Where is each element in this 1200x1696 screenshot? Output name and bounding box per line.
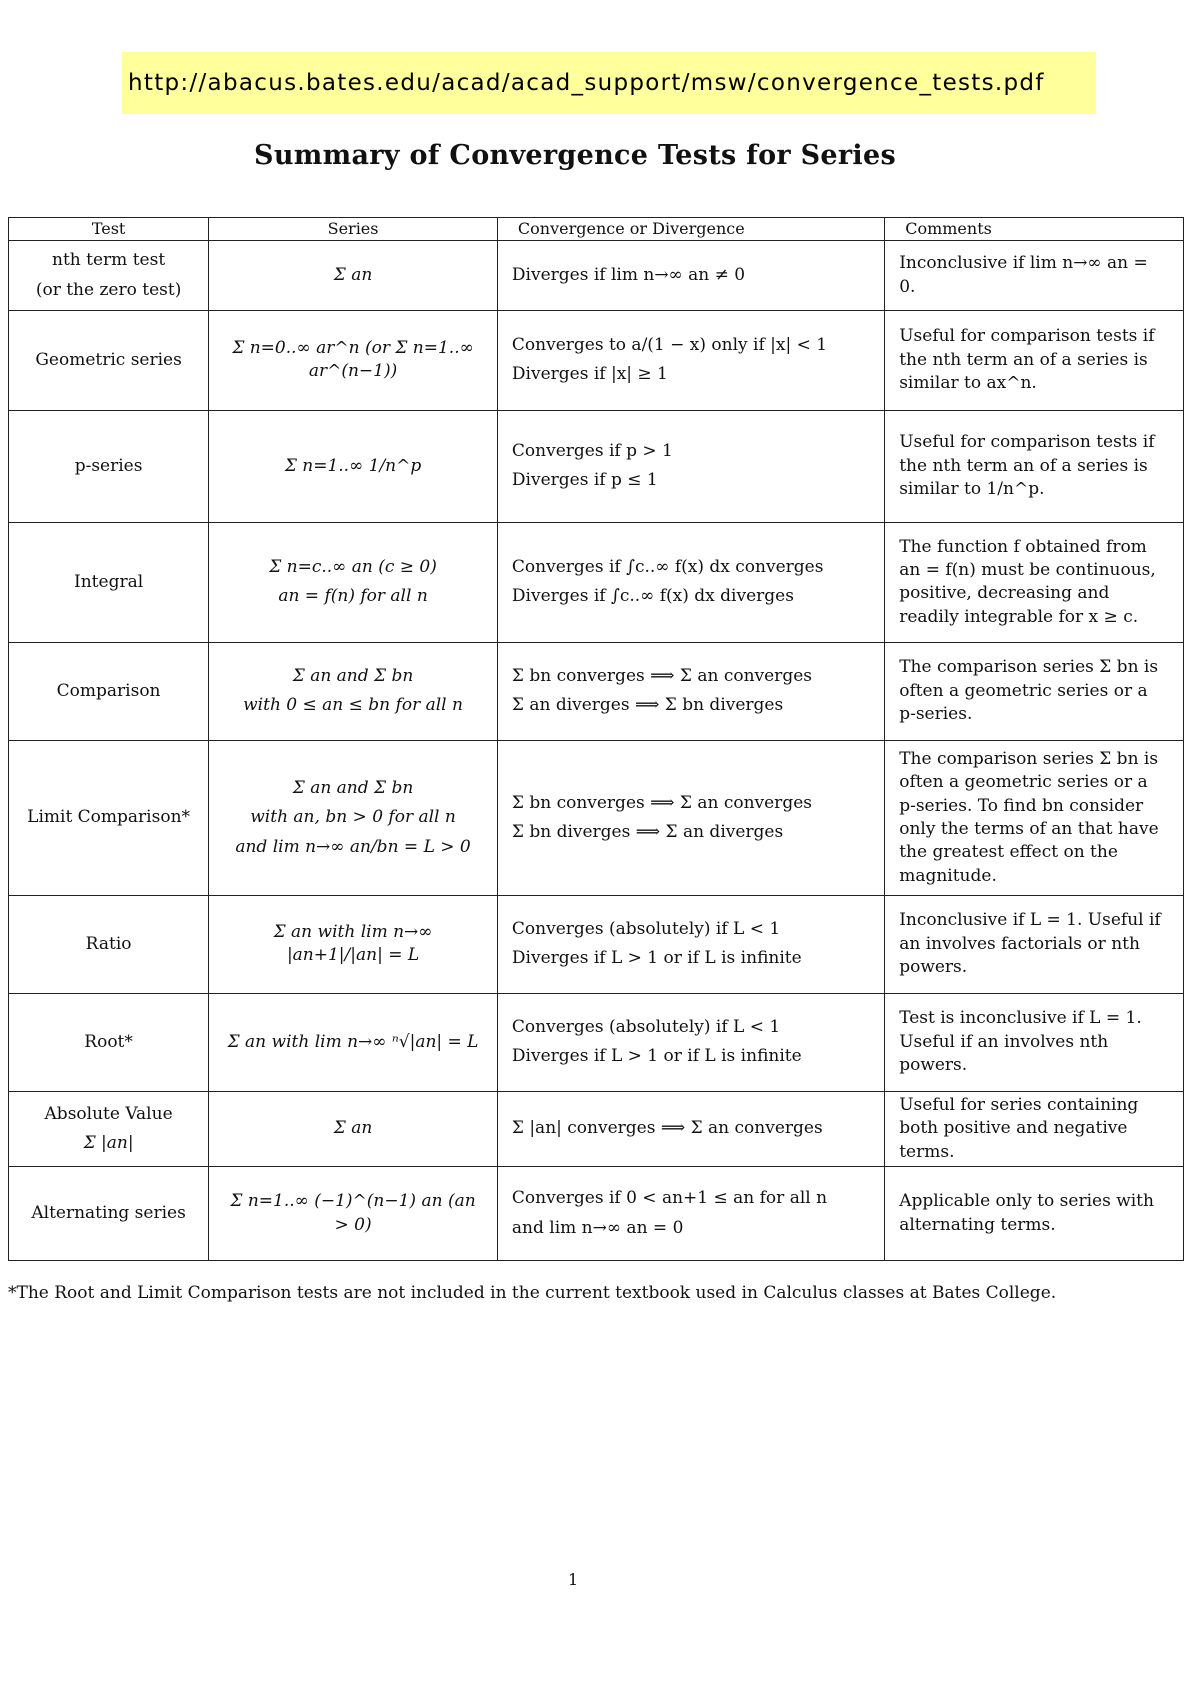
test-name: Absolute Value [44, 1103, 173, 1124]
test-name-cell: Ratio [9, 895, 209, 993]
table-header-row [9, 218, 1184, 241]
table-row [9, 740, 1184, 895]
series-cell: Σ an [209, 1091, 498, 1166]
series-expression: Σ n=c..∞ an (c ≥ 0) [269, 557, 437, 578]
test-name-sub: (or the zero test) [35, 279, 182, 300]
table-row [9, 993, 1184, 1091]
page-number: 1 [568, 1570, 579, 1589]
table-row [9, 310, 1184, 410]
convergence-condition: Σ bn converges ⟹ Σ an converges [511, 792, 812, 813]
table-row [9, 241, 1184, 311]
convergence-cell [497, 642, 884, 740]
test-name-cell: Comparison [9, 642, 209, 740]
convergence-cell [497, 522, 884, 642]
divergence-condition: Diverges if L > 1 or if L is infinite [511, 948, 802, 969]
divergence-condition: Σ an diverges ⟹ Σ bn diverges [511, 695, 784, 716]
series-cell: Σ n=1..∞ 1/n^p [209, 410, 498, 522]
convergence-condition: Converges if 0 < an+1 ≤ an for all n [511, 1188, 828, 1209]
convergence-cell [497, 310, 884, 410]
header-convergence: Convergence or Divergence [497, 218, 884, 241]
comment-cell: Useful for comparison tests if the nth term an of a series is similar to 1/n^p. [885, 410, 1184, 522]
comment-cell: Useful for series containing both positive and negative terms. [885, 1091, 1184, 1166]
convergence-condition: Converges if p > 1 [511, 441, 673, 462]
series-condition: with 0 ≤ an ≤ bn for all n [243, 695, 463, 716]
convergence-cell [497, 410, 884, 522]
convergence-cell [497, 895, 884, 993]
test-name-cell: p-series [9, 410, 209, 522]
series-expression: Σ an and Σ bn [292, 777, 414, 798]
series-cell [209, 642, 498, 740]
divergence-condition: Diverges if L > 1 or if L is infinite [511, 1046, 802, 1067]
divergence-condition: Diverges if p ≤ 1 [511, 470, 658, 491]
limit-condition: and lim n→∞ an = 0 [511, 1217, 684, 1238]
series-cell: Σ an [209, 241, 498, 311]
table-row [9, 895, 1184, 993]
convergence-condition: Converges to a/(1 − x) only if |x| < 1 [511, 335, 828, 356]
test-name-cell [9, 1091, 209, 1166]
table-row [9, 642, 1184, 740]
series-cell [209, 740, 498, 895]
series-condition: an = f(n) for all n [278, 586, 428, 607]
divergence-condition: Σ bn diverges ⟹ Σ an diverges [511, 821, 784, 842]
series-cell [209, 522, 498, 642]
series-cell: Σ an with lim n→∞ ⁿ√|an| = L [209, 993, 498, 1091]
comment-cell: The function f obtained from an = f(n) must be continuous, positive, decreasing and readily integrable for x ≥ c. [885, 522, 1184, 642]
url-banner[interactable] [122, 52, 1096, 114]
comment-cell: The comparison series Σ bn is often a geometric series or a p-series. To find bn consider only the terms of an that have the greatest effect on the magnitude. [885, 740, 1184, 895]
series-cell: Σ n=0..∞ ar^n (or Σ n=1..∞ ar^(n−1)) [209, 310, 498, 410]
series-expression: Σ an and Σ bn [292, 666, 414, 687]
convergence-cell: Diverges if lim n→∞ an ≠ 0 [497, 241, 884, 311]
test-name-cell [9, 241, 209, 311]
convergence-cell: Σ |an| converges ⟹ Σ an converges [497, 1091, 884, 1166]
test-name-cell: Geometric series [9, 310, 209, 410]
convergence-cell [497, 1167, 884, 1261]
table-row [9, 1167, 1184, 1261]
convergence-cell [497, 993, 884, 1091]
comment-cell: Useful for comparison tests if the nth term an of a series is similar to ax^n. [885, 310, 1184, 410]
footnote: *The Root and Limit Comparison tests are not included in the current textbook used in Calculus classes at Bates College. [8, 1283, 1057, 1303]
convergence-condition: Converges (absolutely) if L < 1 [511, 1017, 781, 1038]
series-condition: with an, bn > 0 for all n [250, 807, 456, 828]
page-title: Summary of Convergence Tests for Series [254, 140, 896, 171]
header-series: Series [209, 218, 498, 241]
comment-cell: The comparison series Σ bn is often a geometric series or a p-series. [885, 642, 1184, 740]
test-name-cell: Alternating series [9, 1167, 209, 1261]
divergence-condition: Diverges if ∫c..∞ f(x) dx diverges [511, 586, 794, 607]
convergence-condition: Converges (absolutely) if L < 1 [511, 919, 781, 940]
series-limit: and lim n→∞ an/bn = L > 0 [235, 836, 471, 857]
header-test: Test [9, 218, 209, 241]
convergence-condition: Converges if ∫c..∞ f(x) dx converges [511, 557, 824, 578]
test-name-cell: Integral [9, 522, 209, 642]
table-row [9, 410, 1184, 522]
table-row [9, 1091, 1184, 1166]
test-name: nth term test [52, 250, 166, 271]
series-cell: Σ an with lim n→∞ |an+1|/|an| = L [209, 895, 498, 993]
test-name-sub: Σ |an| [83, 1133, 134, 1154]
url-text[interactable]: http://abacus.bates.edu/acad/acad_support/msw/convergence_tests.pdf [128, 70, 1045, 96]
comment-cell: Inconclusive if lim n→∞ an = 0. [885, 241, 1184, 311]
convergence-tests-table [8, 217, 1184, 1261]
comment-cell: Applicable only to series with alternating terms. [885, 1167, 1184, 1261]
divergence-condition: Diverges if |x| ≥ 1 [511, 364, 668, 385]
comment-cell: Inconclusive if L = 1. Useful if an involves factorials or nth powers. [885, 895, 1184, 993]
convergence-condition: Σ bn converges ⟹ Σ an converges [511, 666, 812, 687]
test-name-cell: Root* [9, 993, 209, 1091]
header-comments: Comments [885, 218, 1184, 241]
comment-cell: Test is inconclusive if L = 1. Useful if an involves nth powers. [885, 993, 1184, 1091]
convergence-cell [497, 740, 884, 895]
table-row [9, 522, 1184, 642]
series-cell: Σ n=1..∞ (−1)^(n−1) an (an > 0) [209, 1167, 498, 1261]
test-name-cell: Limit Comparison* [9, 740, 209, 895]
